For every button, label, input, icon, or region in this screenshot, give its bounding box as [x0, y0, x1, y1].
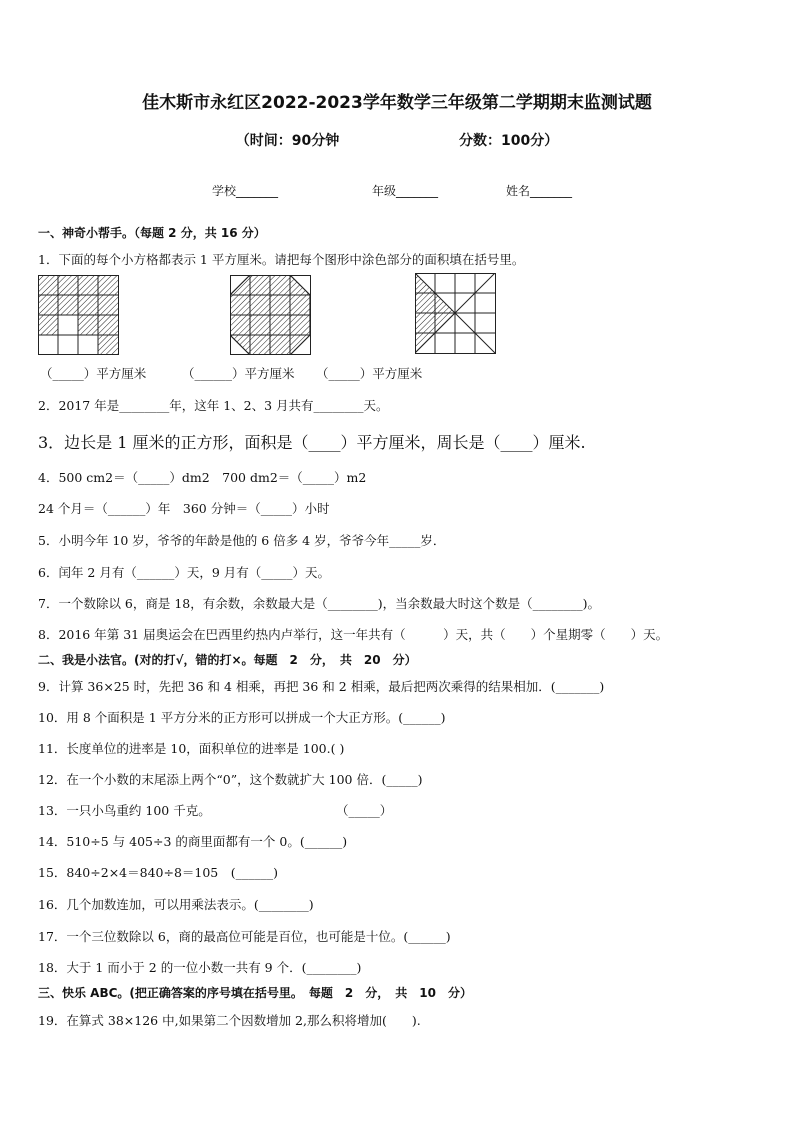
question-14: 14．510÷5 与 405÷3 的商里面都有一个 0。(______): [38, 834, 348, 849]
figure-3-answer[interactable]: （_____）平方厘米: [316, 366, 423, 381]
figure-1-grid: [38, 275, 120, 355]
name-field[interactable]: 姓名_______: [506, 184, 573, 198]
question-15: 15．840÷2×4＝840÷8＝105 (______): [38, 865, 279, 880]
section1-heading: 一、神奇小帮手。（每题 2 分，共 16 分）: [38, 226, 266, 240]
figure-2-answer[interactable]: （______）平方厘米: [182, 366, 295, 381]
question-9: 9．计算 36×25 时，先把 36 和 4 相乘，再把 36 和 2 相乘，最后把两次乘得的结果相加．(_______): [38, 679, 605, 694]
question-1: 1．下面的每个小方格都表示 1 平方厘米。请把每个图形中涂色部分的面积填在括号里。: [38, 252, 525, 267]
question-6: 6．闰年 2 月有（______）天，9 月有（_____）天。: [38, 565, 331, 580]
page-title: 佳木斯市永红区2022-2023学年数学三年级第二学期期末监测试题: [142, 93, 652, 113]
question-4b: 24 个月＝（______）年 360 分钟＝（_____）小时: [38, 501, 330, 516]
exam-info: [0, 130, 794, 150]
question-5: 5．小明今年 10 岁，爷爷的年龄是他的 6 倍多 4 岁，爷爷今年_____岁．: [38, 533, 446, 548]
question-11: 11．长度单位的进率是 10，面积单位的进率是 100.( ): [38, 741, 345, 756]
question-4a: 4．500 cm2＝（_____）dm2 700 dm2＝（_____）m2: [38, 470, 367, 485]
question-12: 12．在一个小数的末尾添上两个“0”，这个数就扩大 100 倍．(_____): [38, 772, 423, 787]
figure-1-answer[interactable]: （_____）平方厘米: [40, 366, 147, 381]
score-info: 分数：100分）: [459, 133, 559, 149]
question-13-blank[interactable]: （_____）: [336, 803, 393, 818]
section2-heading: 二、我是小法官。(对的打√，错的打×。每题 2 分， 共 20 分）: [38, 653, 417, 667]
question-2: 2．2017 年是________年，这年 1、2、3 月共有________天。: [38, 398, 389, 413]
grade-field[interactable]: 年级_______: [372, 184, 439, 198]
question-7: 7．一个数除以 6，商是 18，有余数，余数最大是（________)，当余数最大时这个数是（________)。: [38, 596, 601, 611]
section3-heading: 三、快乐 ABC。(把正确答案的序号填在括号里。 每题 2 分， 共 10 分）: [38, 986, 472, 1000]
figure-2-grid: [230, 275, 312, 355]
time-info: （时间：90分钟: [235, 133, 340, 149]
question-17: 17．一个三位数除以 6，商的最高位可能是百位，也可能是十位。(______): [38, 929, 451, 944]
question-8: 8．2016 年第 31 届奥运会在巴西里约热内卢举行，这一年共有（ ）天，共（ ）个星期零（ ）天。: [38, 627, 669, 642]
question-19: 19．在算式 38×126 中,如果第二个因数增加 2,那么积将增加( ).: [38, 1013, 421, 1028]
question-18: 18．大于 1 而小于 2 的一位小数一共有 9 个．(________): [38, 960, 362, 975]
question-3: 3．边长是 1 厘米的正方形，面积是（____）平方厘米，周长是（____）厘米.: [38, 433, 586, 452]
question-10: 10．用 8 个面积是 1 平方分米的正方形可以拼成一个大正方形。(______): [38, 710, 446, 725]
question-16: 16．几个加数连加，可以用乘法表示。(________): [38, 897, 314, 912]
school-field[interactable]: 学校_______: [212, 184, 279, 198]
figure-3-grid: [415, 273, 497, 355]
question-13: 13．一只小鸟重约 100 千克。: [38, 803, 211, 818]
